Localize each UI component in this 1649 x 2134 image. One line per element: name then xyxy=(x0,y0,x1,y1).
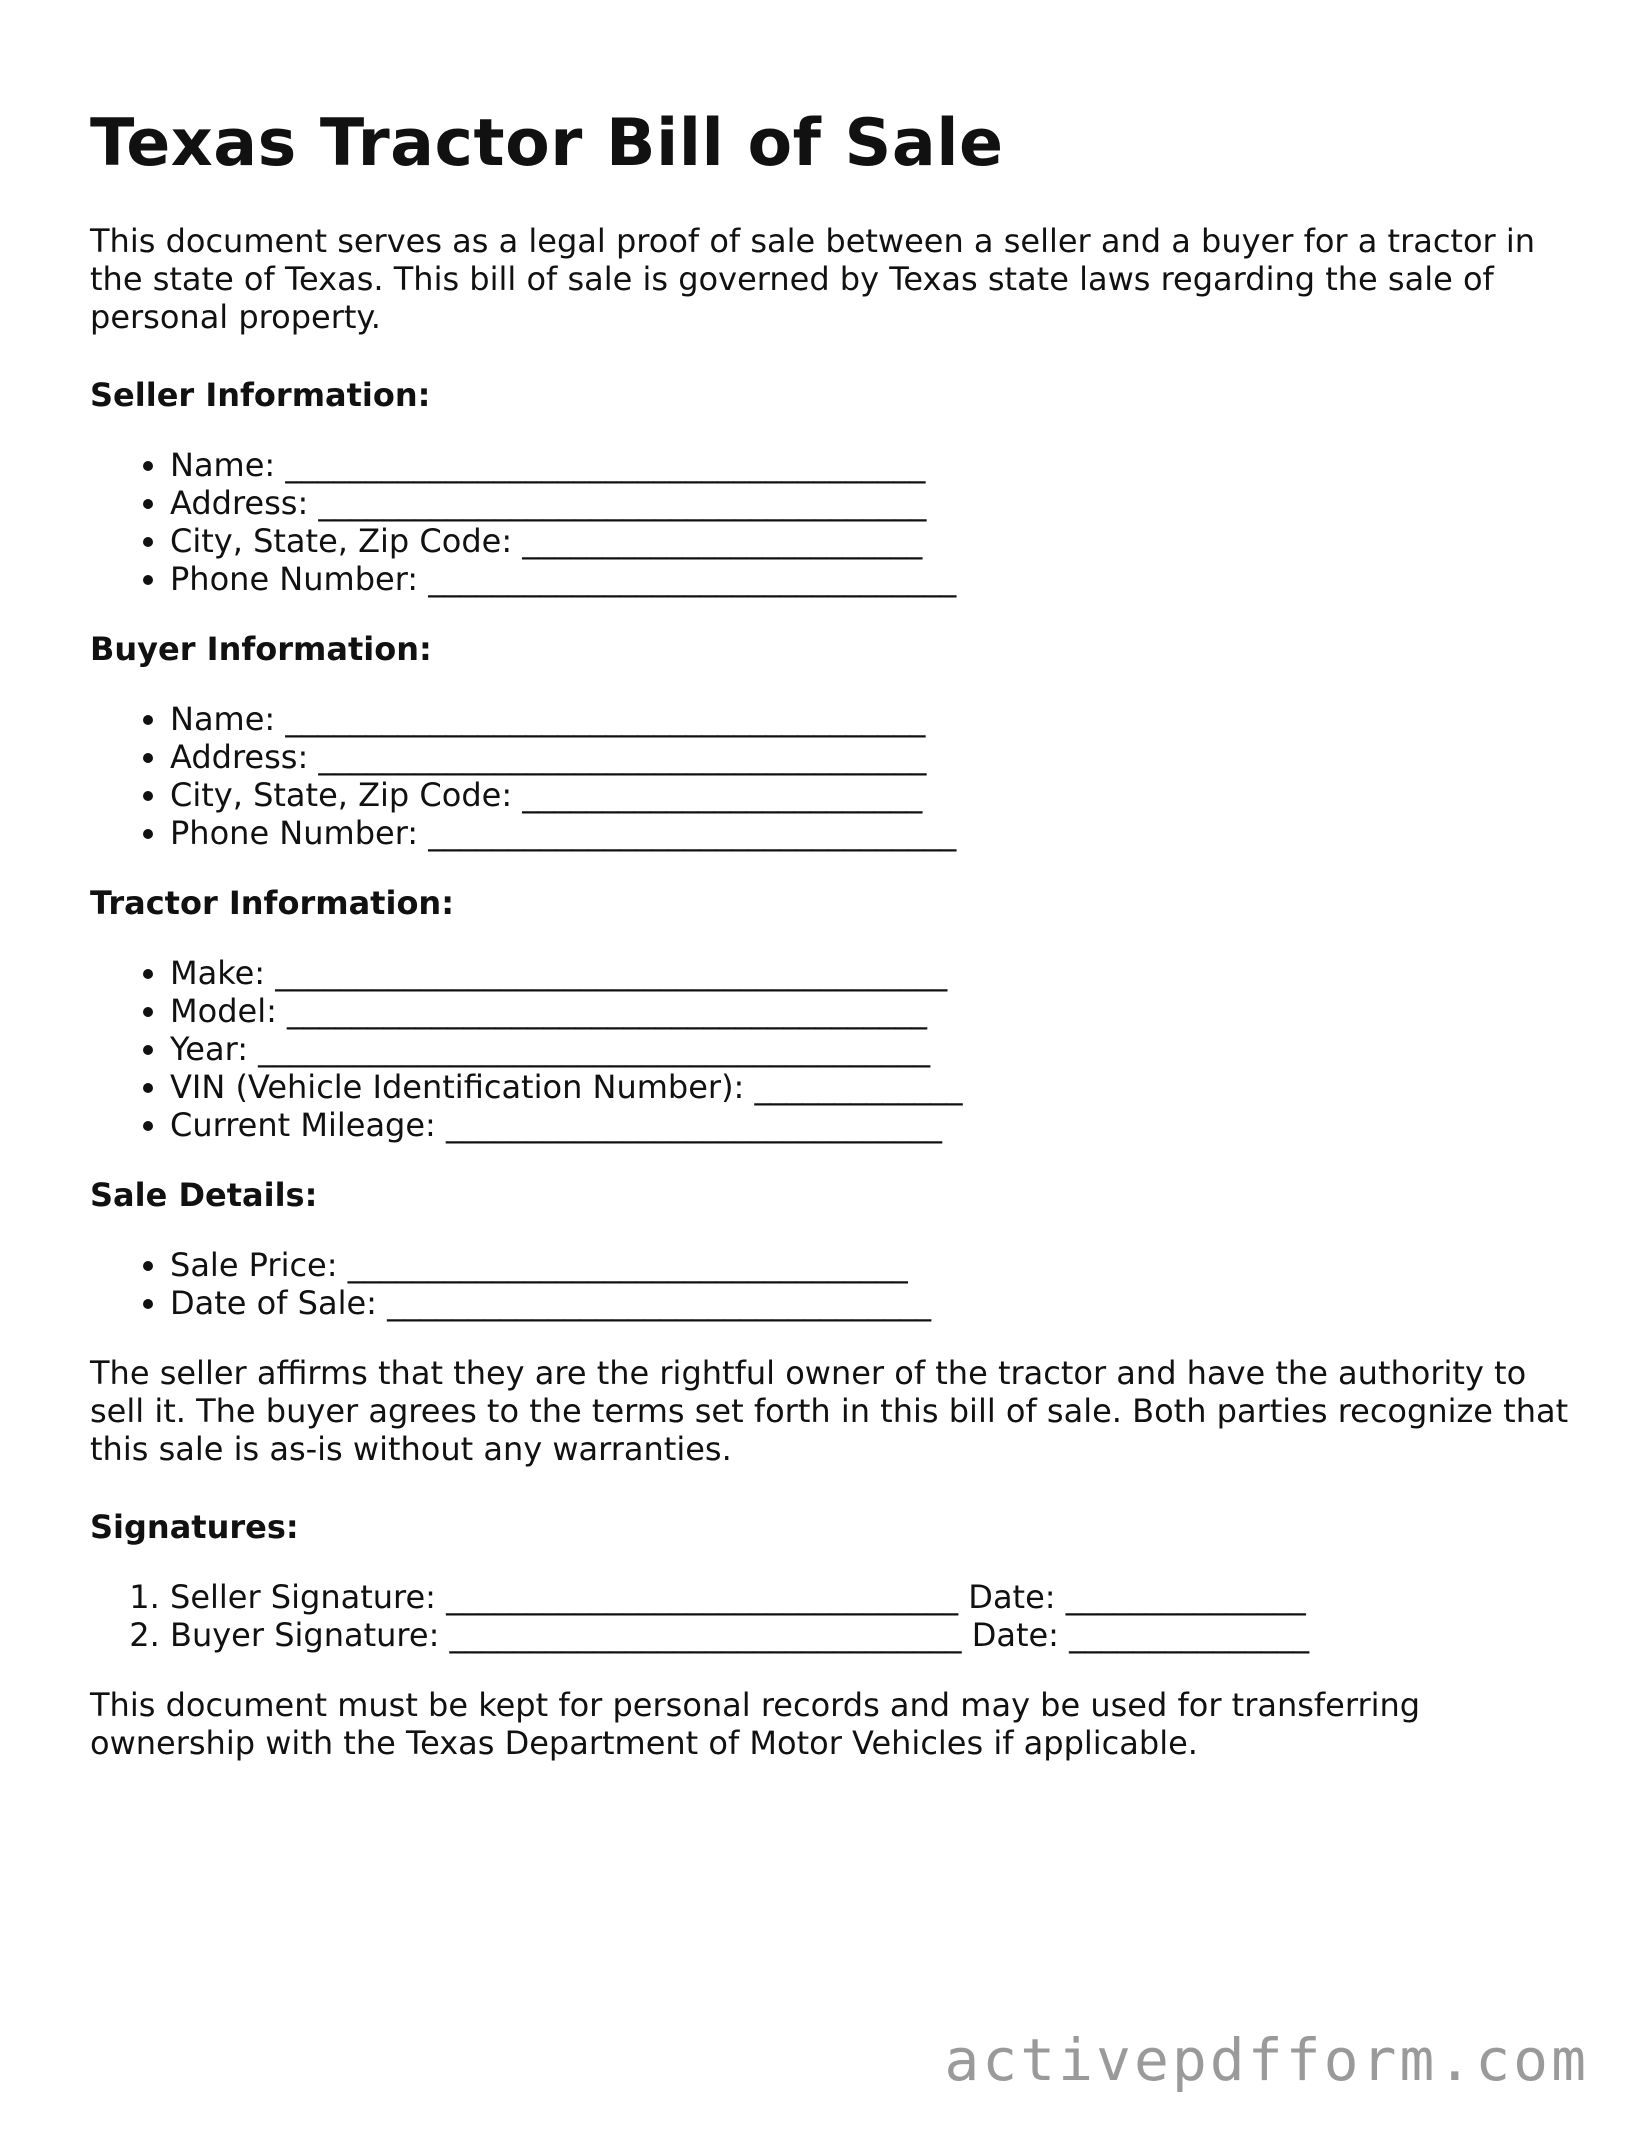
watermark-text: activepdfform.com xyxy=(944,2026,1589,2094)
sale-field-list xyxy=(90,1246,1570,1322)
signature-list xyxy=(90,1578,1570,1654)
buyer-address-field: • Address: ______________________________________ xyxy=(170,738,1570,776)
document-title: Texas Tractor Bill of Sale xyxy=(90,106,1004,181)
tractor-make-field: • Make: __________________________________________ xyxy=(170,954,1570,992)
sale-date-field: • Date of Sale: __________________________________ xyxy=(170,1284,1570,1322)
seller-name-field: • Name: ________________________________________ xyxy=(170,446,1570,484)
seller-city-state-zip-field: • City, State, Zip Code: _________________________ xyxy=(170,522,1570,560)
buyer-name-field: • Name: ________________________________________ xyxy=(170,700,1570,738)
buyer-field-list xyxy=(90,700,1570,852)
tractor-field-list xyxy=(90,954,1570,1144)
seller-phone-field: • Phone Number: _________________________________ xyxy=(170,560,1570,598)
tractor-heading: Tractor Information: xyxy=(90,883,454,922)
footer-note: This document must be kept for personal records and may be used for transferring ownership with the Texas Department of Motor Vehicles if applicable. xyxy=(90,1685,1421,1762)
seller-signature-line: 1. Seller Signature: ________________________________ Date: _______________ xyxy=(170,1578,1570,1616)
seller-heading: Seller Information: xyxy=(90,375,431,414)
seller-address-field: • Address: ______________________________________ xyxy=(170,484,1570,522)
buyer-phone-field: • Phone Number: _________________________________ xyxy=(170,814,1570,852)
tractor-mileage-field: • Current Mileage: _______________________________ xyxy=(170,1106,1570,1144)
affirmation-paragraph: The seller affirms that they are the rightful owner of the tractor and have the authority to sell it. The buyer agrees to the terms set forth in this bill of sale. Both parties recognize that this sale is as-is without any warranties. xyxy=(90,1353,1569,1468)
intro-paragraph: This document serves as a legal proof of sale between a seller and a buyer for a tractor in the state of Texas. This bill of sale is governed by Texas state laws regarding the sale of personal property. xyxy=(90,221,1536,336)
tractor-vin-field: • VIN (Vehicle Identification Number): _____________ xyxy=(170,1068,1570,1106)
buyer-signature-line: 2. Buyer Signature: ________________________________ Date: _______________ xyxy=(170,1616,1570,1654)
buyer-city-state-zip-field: • City, State, Zip Code: _________________________ xyxy=(170,776,1570,814)
sale-heading: Sale Details: xyxy=(90,1175,318,1214)
seller-field-list xyxy=(90,446,1570,598)
tractor-year-field: • Year: __________________________________________ xyxy=(170,1030,1570,1068)
buyer-heading: Buyer Information: xyxy=(90,629,432,668)
signatures-heading: Signatures: xyxy=(90,1507,299,1546)
tractor-model-field: • Model: ________________________________________ xyxy=(170,992,1570,1030)
sale-price-field: • Sale Price: ___________________________________ xyxy=(170,1246,1570,1284)
document-page xyxy=(90,108,1570,1802)
